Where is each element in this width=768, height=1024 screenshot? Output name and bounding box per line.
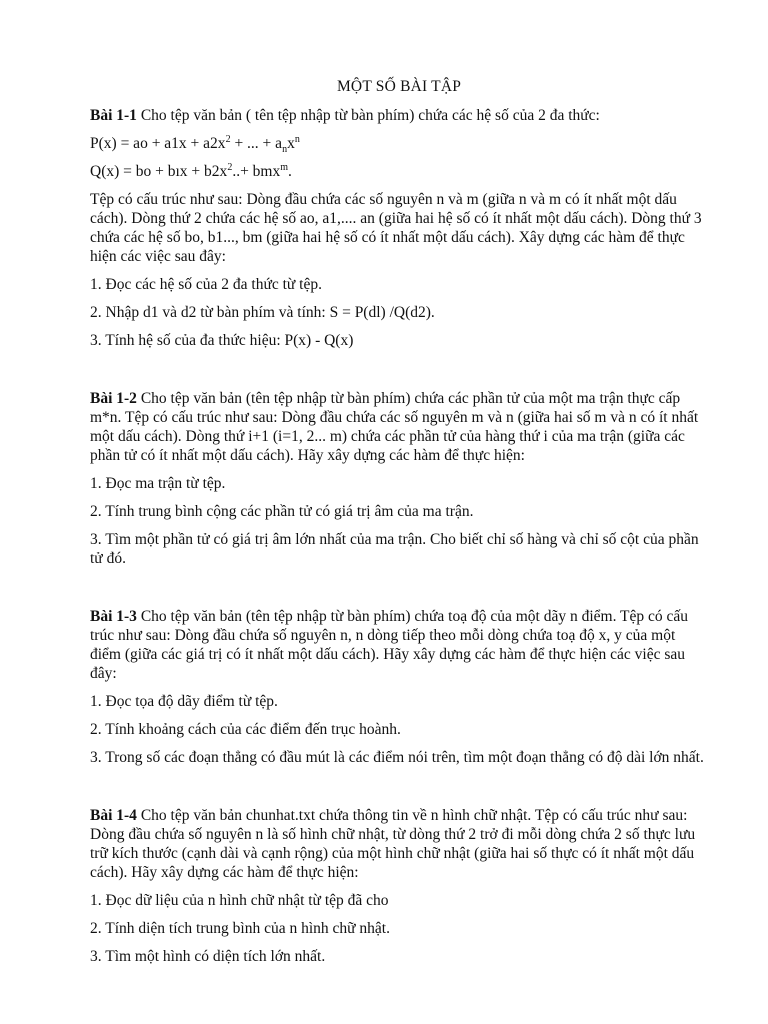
exercise-intro-text: Cho tệp văn bản (tên tệp nhập từ bàn phím) chứa toạ độ của một dãy n điểm. Tệp có cấu trúc như sau: Dòng đầu chứa số nguyên n, n dòng tiếp theo mỗi dòng chứa toạ độ x, y của một điểm (giữa các giá trị có ít nhất một dấu cách). Hãy xây dựng các hàm để thực hiện các việc sau đây: [90,608,689,682]
formula-p-part: + ... + a [230,135,283,152]
exercise-label: Bài 1-1 [90,107,137,124]
task-item: 2. Nhập d1 và d2 từ bàn phím và tính: S = P(dl) /Q(d2). [90,304,435,321]
formula-q-part: . [288,163,292,180]
exercise-intro-text: Cho tệp văn bản chunhat.txt chứa thông tin về n hình chữ nhật. Tệp có cấu trúc như sau: Dòng đầu chứa số nguyên n là số hình chữ nhật, từ dòng thứ 2 trở đi mỗi dòng chứa 2 số thực lưu trữ kích thước (cạnh dài và cạnh rộng) của một hình chữ nhật (giữa hai số thực có ít nhất một dấu cách). Hãy xây dựng các hàm để thực hiện: [90,807,696,881]
formula-p-exponent: n [294,133,300,145]
task-item: 3. Tìm một hình có diện tích lớn nhất. [90,948,326,965]
task-item: 1. Đọc ma trận từ tệp. [90,475,226,492]
exercise-intro [90,607,708,683]
formula-q [90,162,708,181]
formula-p [90,133,708,156]
exercise-1-2 [90,389,708,568]
formula-q-part: ..+ bmx [232,163,281,180]
formula-q-exponent: m [280,161,289,173]
task-item: 2. Tính trung bình cộng các phần tử có giá trị âm của ma trận. [90,503,474,520]
exercise-intro-text: Cho tệp văn bản ( tên tệp nhập từ bàn phím) chứa các hệ số của 2 đa thức: [136,107,600,124]
exercise-intro [90,106,708,125]
exercise-1-3 [90,607,708,767]
exercise-intro [90,389,708,465]
exercise-intro [90,806,708,882]
task-item: 1. Đọc dữ liệu của n hình chữ nhật từ tệp đã cho [90,892,389,909]
formula-q-part: Q(x) = bo + bıx + b2x [90,163,228,180]
exercise-label: Bài 1-3 [90,608,137,625]
formula-p-part: P(x) = ao + a1x + a2x [90,135,226,152]
formula-p-part: x [287,135,295,152]
task-item: 3. Trong số các đoạn thẳng có đầu mút là các điểm nói trên, tìm một đoạn thẳng có độ dài lớn nhất. [90,749,704,766]
exercise-label: Bài 1-2 [90,390,137,407]
document-title: MỘT SỐ BÀI TẬP [336,78,462,95]
task-item: 3. Tìm một phần tử có giá trị âm lớn nhất của ma trận. Cho biết chỉ số hàng và chỉ số cột của phần tử đó. [90,531,699,567]
task-item: 3. Tính hệ số của đa thức hiệu: P(x) - Q(x) [90,332,354,349]
task-item: 1. Đọc tọa độ dãy điểm từ tệp. [90,693,278,710]
exercise-label: Bài 1-4 [90,807,137,824]
task-item: 2. Tính khoảng cách của các điểm đến trục hoành. [90,721,401,738]
exercise-1-4 [90,806,708,966]
formula-p-subscript: n [282,144,288,156]
exercise-1-1 [90,106,708,350]
formula-q-exponent: 2 [227,161,233,173]
task-item: 2. Tính diện tích trung bình của n hình chữ nhật. [90,920,390,937]
exercise-intro-text: Cho tệp văn bản (tên tệp nhập từ bàn phím) chứa các phần tử của một ma trận thực cấp m*n. Tệp có cấu trúc như sau: Dòng đầu chứa các số nguyên m và n (giữa hai số m và n có ít nhất một dấu cách). Dòng thứ i+1 (i=1, 2... m) chứa các phần tử của hàng thứ i của ma trận (giữa các phần tử có ít nhất một dấu cách). Hãy xây dựng các hàm để thực hiện: [90,390,699,464]
formula-p-exponent: 2 [225,133,231,145]
task-item: 1. Đọc các hệ số của 2 đa thức từ tệp. [90,276,322,293]
exercise-description: Tệp có cấu trúc như sau: Dòng đầu chứa các số nguyên n và m (giữa n và m có ít nhất một dấu cách). Dòng thứ 2 chứa các hệ số ao, a1,.... an (giữa hai hệ số có ít nhất một dấu cách). Dòng thứ 3 chứa các hệ số bo, b1..., bm (giữa hai hệ số có ít nhất một dấu cách). Xây dựng các hàm để thực hiện các việc sau đây: [90,191,702,265]
